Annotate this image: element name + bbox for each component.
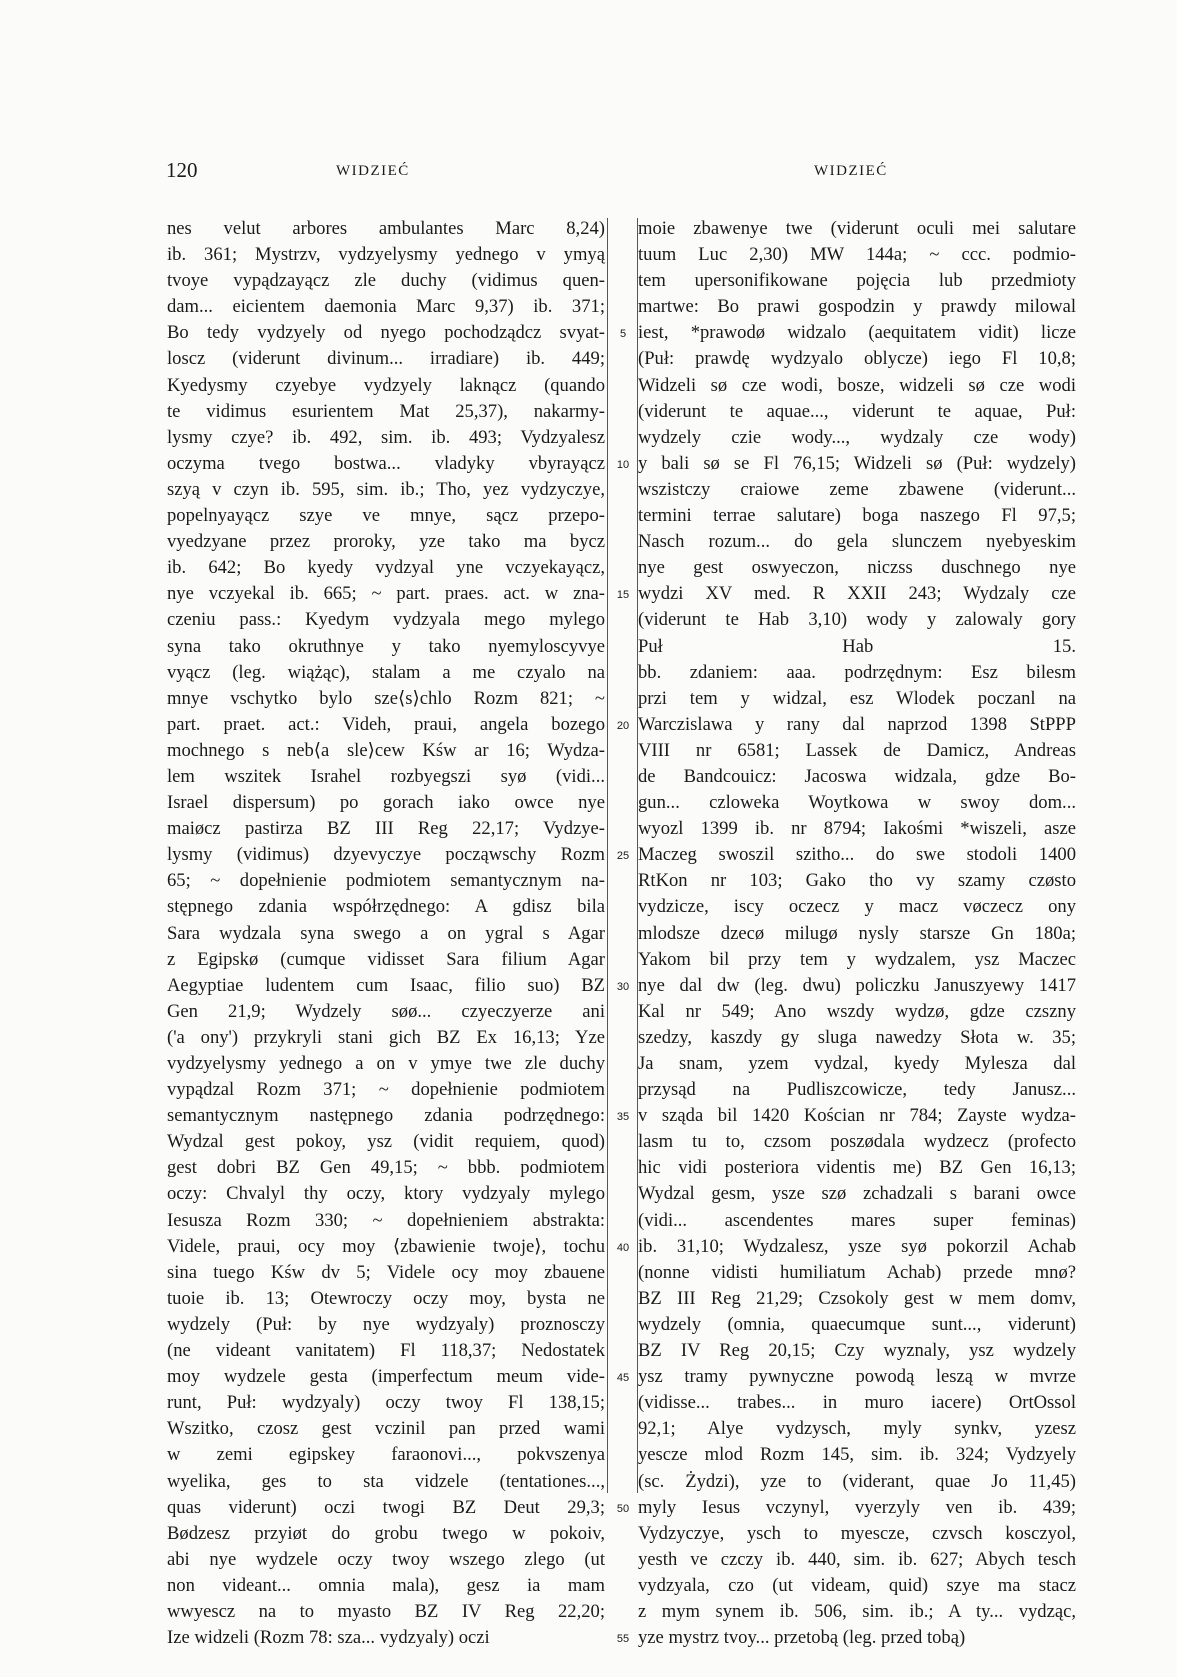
line-number: 20 (616, 719, 630, 732)
text-line: yesth ve czczy ib. 440, sim. ib. 627; Abych tesch (638, 1548, 1076, 1570)
page-number: 120 (166, 158, 198, 182)
text-line: Bødzesz przyiøt do grobu twego w pokoiv, (167, 1522, 605, 1544)
text-line: wyozl 1399 ib. nr 8794; Iakośmi *wiszeli, asze (638, 818, 1076, 840)
line-number: 25 (616, 850, 630, 863)
text-line: vydzyala, czo (ut videam, quid) szye ma stacz (638, 1574, 1076, 1596)
line-number: 55 (616, 1633, 630, 1646)
text-line: Aegyptiae ludentem cum Isaac, filio suo) BZ (167, 974, 605, 996)
text-line: (Puł: prawdę wydzyalo oblycze) iego Fl 10,8; (638, 348, 1076, 370)
left-column (167, 216, 605, 1651)
text-line: wwyescz na to myasto BZ IV Reg 22,20; (167, 1600, 605, 1622)
text-line: popelnyayącz szye ve mnye, sącz przepo- (167, 505, 605, 527)
text-line: syna tako okruthnye y tako nyemyloscyvye (167, 635, 605, 657)
line-number: 45 (616, 1372, 630, 1385)
text-line: z mym synem ib. 506, sim. ib.; A ty... vydząc, (638, 1600, 1076, 1622)
text-line: przysąd na Pudliszcowicze, tedy Janusz... (638, 1079, 1076, 1101)
text-line: nye gest oswyeczon, niczss duschnego nye (638, 557, 1076, 579)
text-line: wydzely czie wody..., wydzaly cze wody) (638, 426, 1076, 448)
text-line: oczyma tvego bostwa... vladyky vbyrayącz (167, 452, 605, 474)
text-line: part. praet. act.: Videh, praui, angela bozego (167, 713, 605, 735)
text-line: Warczislawa y rany dal naprzod 1398 StPPP (638, 713, 1076, 735)
right-column (638, 216, 1076, 1651)
text-line: Wydzal gest pokoy, ysz (vidit requiem, quod) (167, 1131, 605, 1153)
text-line: szedzy, kaszdy gy sluga nawedzy Słota w. 35; (638, 1026, 1076, 1048)
text-line: tuoie ib. 13; Otewroczy oczy moy, bysta ne (167, 1287, 605, 1309)
text-line: de Bandcouicz: Jacoswa widzala, gdze Bo- (638, 765, 1076, 787)
text-line: tvoye vypądzayącz zle duchy (vidimus quen- (167, 270, 605, 292)
text-line: (viderunt te Hab 3,10) wody y zalowaly gory (638, 609, 1076, 631)
text-line: Ja snam, yzem vydzal, kyedy Mylesza dal (638, 1053, 1076, 1074)
text-line: gun... czloweka Woytkowa w swoy dom... (638, 792, 1076, 814)
text-line: nye vczyekal ib. 665; ~ part. praes. act. w zna- (167, 583, 605, 605)
text-line: ('a ony') przykryli stani gich BZ Ex 16,13; Yze (167, 1026, 605, 1048)
text-line: yze mystrz tvoy... przetobą (leg. przed tobą) (638, 1627, 966, 1649)
text-line: Widzeli sø cze wodi, bosze, widzeli sø cze wodi (638, 374, 1076, 396)
text-line: tuum Luc 2,30) MW 144a; ~ ccc. podmio- (638, 244, 1076, 266)
line-number: 15 (616, 589, 630, 602)
text-line: Kyedysmy czyebye vydzyely laknącz (quando (167, 374, 605, 396)
line-number: 50 (616, 1502, 630, 1515)
text-line: nye dal dw (leg. dwu) policzku Januszyewy 1417 (638, 974, 1076, 996)
text-line: lysmy (vidimus) dzyevyczye począwschy Rozm (167, 844, 605, 866)
text-line: oczy: Chvalyl thy oczy, ktory vydzyaly mylego (167, 1183, 605, 1205)
text-line: Israel dispersum) po gorach iako owce nye (167, 792, 605, 814)
text-line: tem upersonifikowane pojęcia lub przedmioty (638, 270, 1076, 292)
text-line: runt, Puł: wydzyaly) oczy twoy Fl 138,15; (167, 1392, 605, 1414)
text-line: wyelika, ges to sta vidzele (tentationes..., (167, 1470, 605, 1492)
column-rule-left (607, 218, 608, 1493)
text-line: sina tuego Kśw dv 5; Videle ocy moy zbauene (167, 1261, 605, 1283)
text-line: abi nye wydzele oczy twoy wszego zlego (ut (167, 1548, 605, 1570)
text-line: maiøcz pastirza BZ III Reg 22,17; Vydzye- (167, 818, 605, 840)
text-line: vydzyelysmy yednego a on v ymye twe zle duchy (167, 1053, 605, 1074)
text-line: myly Iesus vczynyl, vyerzyly ven ib. 439; (638, 1496, 1076, 1518)
text-line: 65; ~ dopełnienie podmiotem semantycznym na- (167, 870, 605, 892)
text-line: Kal nr 549; Ano wszdy wydzø, gdze czszny (638, 1000, 1076, 1022)
text-line: vypądzal Rozm 371; ~ dopełnienie podmiotem (167, 1079, 605, 1101)
text-line: ib. 642; Bo kyedy vydzyal yne vczyekayącz, (167, 557, 605, 579)
text-line: lasm tu to, czsom poszødala wydzecz (profecto (638, 1131, 1076, 1153)
text-line: VIII nr 6581; Lassek de Damicz, Andreas (638, 739, 1076, 761)
text-line: (sc. Żydzi), yze to (viderant, quae Jo 11,45) (638, 1470, 1076, 1492)
text-line: stępnego zdania współrzędnego: A gdisz bila (167, 896, 605, 918)
text-line: lysmy czye? ib. 492, sim. ib. 493; Vydzyalesz (167, 426, 605, 448)
text-line: Wszitko, czosz gest vczinil pan przed wami (167, 1418, 605, 1440)
text-line: te vidimus esurientem Mat 25,37), nakarmy- (167, 400, 605, 422)
text-line: mochnego s neb⟨a sle⟩cew Kśw ar 16; Wydza- (167, 739, 605, 761)
line-number: 40 (616, 1241, 630, 1254)
text-line: Gen 21,9; Wydzely søø... czyeczyerze ani (167, 1000, 605, 1022)
text-line: Videle, praui, ocy moy ⟨zbawienie twoje⟩, tochu (167, 1235, 605, 1257)
text-line: vydzicze, iscy oczecz y macz vøczecz ony (638, 896, 1076, 918)
text-line: szyą v czyn ib. 595, sim. ib.; Tho, yez vydzyczye, (167, 478, 605, 500)
text-line: quas viderunt) oczi twogi BZ Deut 29,3; (167, 1496, 605, 1518)
text-line: bb. zdaniem: aaa. podrzędnym: Esz bilesm (638, 661, 1076, 683)
text-line: loscz (viderunt divinum... irradiare) ib. 449; (167, 348, 605, 370)
text-line: BZ III Reg 21,29; Czsokoly gest w mem domv, (638, 1287, 1076, 1309)
text-line: gest dobri BZ Gen 49,15; ~ bbb. podmiotem (167, 1157, 605, 1179)
text-line: wydzely (Puł: by nye wydzyaly) proznosczy (167, 1313, 605, 1335)
text-line: czeniu pass.: Kyedym vydzyala mego mylego (167, 609, 605, 631)
line-number: 30 (616, 980, 630, 993)
text-line: Puł Hab 15. (638, 635, 1076, 657)
text-line: mnye vschytko bylo sze⟨s⟩chlo Rozm 821; ~ (167, 687, 605, 709)
text-line: Maczeg swoszil szitho... do swe stodoli 1400 (638, 844, 1076, 866)
text-line: v sząda bil 1420 Kościan nr 784; Zayste wydza- (638, 1105, 1076, 1127)
line-number: 35 (616, 1111, 630, 1124)
text-line: (ne videant vanitatem) Fl 118,37; Nedostatek (167, 1340, 605, 1362)
text-line: termini terrae salutare) boga naszego Fl 97,5; (638, 505, 1076, 527)
text-line: y bali sø se Fl 76,15; Widzeli sø (Puł: wydzely) (638, 452, 1076, 474)
text-line: moy wydzele gesta (imperfectum meum vide- (167, 1366, 605, 1388)
text-line: non videant... omnia mala), gesz ia mam (167, 1574, 605, 1596)
text-line: Nasch rozum... do gela slunczem nyebyeskim (638, 531, 1076, 553)
line-number: 5 (619, 328, 627, 341)
text-line: semantycznym następnego zdania podrzędnego: (167, 1105, 605, 1127)
text-line: Vydzyczye, ysch to myescze, czvsch kosczyol, (638, 1522, 1076, 1544)
text-line: ib. 361; Mystrzv, vydzyelysmy yednego v ymyą (167, 244, 605, 266)
text-line: Yakom bil przy tem y wydzalem, ysz Maczec (638, 948, 1076, 970)
text-line: wszistczy craiowe zeme zbawene (viderunt... (638, 478, 1076, 500)
text-line: (viderunt te aquae..., viderunt te aquae, Puł: (638, 400, 1076, 422)
text-line: przi tem y widzal, esz Wlodek poczanl na (638, 687, 1076, 709)
text-line: BZ IV Reg 20,15; Czy wyznaly, ysz wydzely (638, 1340, 1076, 1362)
text-line: RtKon nr 103; Gako tho vy szamy czøsto (638, 870, 1076, 892)
text-line: Iesusza Rozm 330; ~ dopełnieniem abstrakta: (167, 1209, 605, 1231)
line-number: 10 (616, 458, 630, 471)
text-line: Ize widzeli (Rozm 78: sza... vydzyaly) oczi (167, 1627, 490, 1649)
text-line: mlodsze dzecø milugø nysly starsze Gn 180a; (638, 922, 1076, 944)
text-line: martwe: Bo prawi gospodzin y prawdy milowal (638, 296, 1076, 318)
text-line: ib. 31,10; Wydzalesz, ysze syø pokorzil Achab (638, 1235, 1076, 1257)
text-line: (vidi... ascendentes mares super feminas) (638, 1209, 1076, 1231)
running-head-left: WIDZIEĆ (336, 163, 410, 179)
text-line: wydzi XV med. R XXII 243; Wydzaly cze (638, 583, 1076, 605)
text-line: Sara wydzala syna swego a on ygral s Agar (167, 922, 605, 944)
text-line: dam... eicientem daemonia Marc 9,37) ib. 371; (167, 296, 605, 318)
text-line: wydzely (omnia, quaecumque sunt..., viderunt) (638, 1313, 1076, 1335)
text-line: (vidisse... trabes... in muro iacere) OrtOssol (638, 1392, 1076, 1414)
running-head-right: WIDZIEĆ (814, 163, 888, 179)
text-line: nes velut arbores ambulantes Marc 8,24) (167, 218, 605, 239)
text-line: 92,1; Alye vydzysch, myly synkv, yzesz (638, 1418, 1076, 1440)
text-line: vyącz (leg. wiążąc), stalam a me czyalo na (167, 661, 605, 683)
text-line: Bo tedy vydzyely od nyego pochodządcz svyat- (167, 322, 605, 344)
text-line: ysz tramy pywnyczne powodą leszą w mvrze (638, 1366, 1076, 1388)
text-line: vyedzyane przez proroky, yze tako ma bycz (167, 531, 605, 553)
text-line: (nonne vidisti humiliatum Achab) przede mnø? (638, 1261, 1076, 1283)
text-line: yescze mlod Rozm 145, sim. ib. 324; Vydzyely (638, 1444, 1076, 1466)
text-line: iest, *prawodø widzalo (aequitatem vidit) licze (638, 322, 1076, 344)
text-line: hic vidi posteriora videntis me) BZ Gen 16,13; (638, 1157, 1076, 1179)
text-line: w zemi egipskey faraonovi..., pokvszenya (167, 1444, 605, 1466)
text-line: z Egipskø (cumque vidisset Sara filium Agar (167, 948, 605, 970)
text-line: lem wszitek Israhel rozbyegszi syø (vidi... (167, 765, 605, 787)
text-line: Wydzal gesm, ysze szø zchadzali s barani owce (638, 1183, 1076, 1205)
text-line: moie zbawenye twe (viderunt oculi mei salutare (638, 218, 1076, 239)
